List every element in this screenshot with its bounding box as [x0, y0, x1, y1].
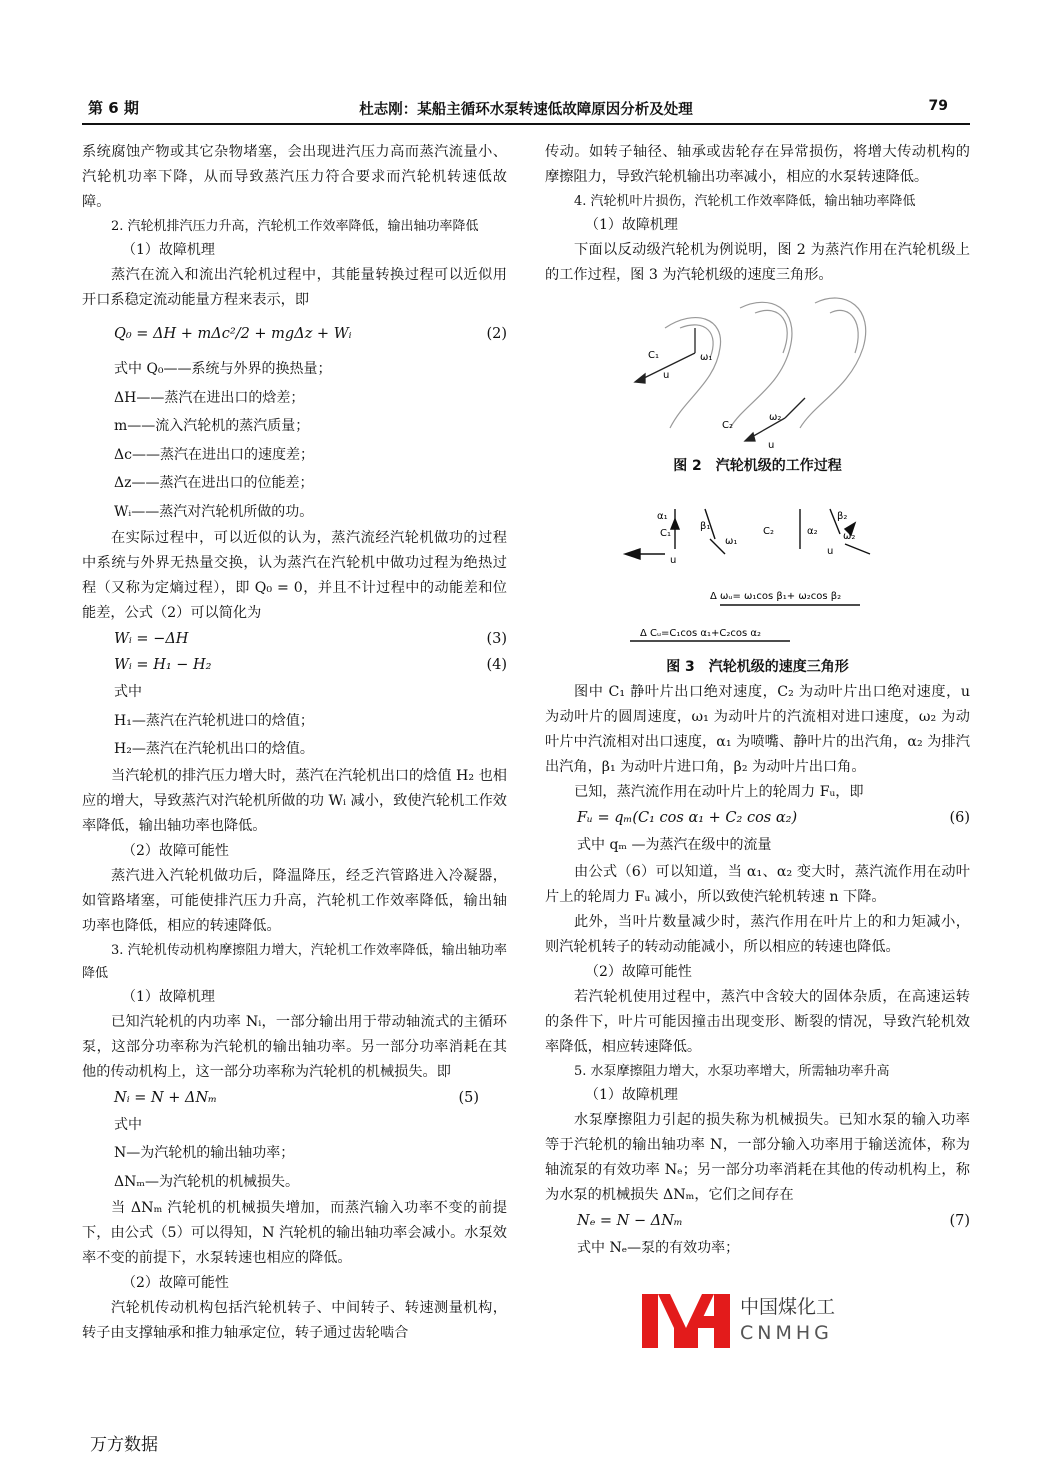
arrow-head [635, 374, 645, 383]
equation-number: (5) [458, 1089, 479, 1106]
blade-3-back [830, 310, 858, 353]
paragraph: 已知汽轮机的内功率 Nᵢ，一部分输出用于带动轴流式的主循环泵，这部分功率称为汽轮机的输出轴功率。另一部分功率消耗在其他的传动机构上，这一部分功率称为汽轮机的机械损失。即 [82, 1013, 507, 1080]
paragraph: 此外，当叶片数量减少时，蒸汽作用在叶片上的和力矩减小，则汽轮机转子的转动动能减小，所以相应的转速也降低。 [545, 913, 970, 955]
definition-item: 式中 Q₀——系统与外界的换热量； [114, 361, 332, 377]
velocity-triangle-diagram [545, 479, 970, 654]
definition-list [82, 355, 507, 526]
label-w1: ω₁ [725, 536, 738, 547]
paragraph: 由公式（6）可以知道，当 α₁、α₂ 变大时，蒸汽流作用在动叶片上的轮周力 Fᵤ 减小，所以致使汽轮机转速 n 下降。 [545, 863, 970, 905]
subsection-heading: （2）故障可能性 [122, 1275, 229, 1291]
watermark-text-en: CNMHG [740, 1322, 833, 1344]
paragraph: 已知，蒸汽流作用在动叶片上的轮周力 Fᵤ，即 [574, 784, 864, 800]
label-u1: u [670, 555, 677, 566]
label-c1: C₁ [660, 528, 671, 539]
running-header [82, 95, 970, 125]
blade-1 [665, 318, 721, 428]
equation-3 [82, 626, 507, 652]
section-heading-5: 5. 水泵摩擦阻力增大，水泵功率增大，所需轴功率升高 [574, 1063, 890, 1079]
subsection-heading: （1）故障机理 [122, 242, 215, 258]
label-c2: C₂ [722, 420, 733, 431]
label-beta1: β₁ [700, 521, 711, 532]
subsection-heading: （1）故障机理 [585, 1086, 678, 1103]
paragraph: 图中 C₁ 静叶片出口绝对速度，C₂ 为动叶片出口绝对速度，u 为动叶片的圆周速度，ω₁ 为动叶片的汽流相对进口速度，ω₂ 为动叶片中汽流相对出口速度，α₁ 为喷嘴、静叶片的出汽角，α₂ 为排汽出汽角，β₁ 为动叶片进口角，β₂ 为动叶片出口角。 [545, 684, 970, 775]
definition-item: m——流入汽轮机的蒸汽质量； [114, 418, 310, 434]
section-heading-4: 4. 汽轮机叶片损伤，汽轮机工作效率降低，输出轴功率降低 [574, 194, 916, 209]
definition-item: 式中 Nₑ—泵的有效功率； [577, 1239, 740, 1256]
footer-source: 万方数据 [90, 1435, 158, 1455]
page-number: 79 [928, 98, 948, 114]
definition-item: ΔNₘ—为汽轮机的机械损失。 [114, 1173, 299, 1190]
velocity-arrow-w2 [785, 398, 805, 418]
where-label: 式中 [114, 684, 142, 700]
blade-2-back [755, 310, 787, 353]
equation-6 [545, 805, 970, 831]
label-c1: C₁ [648, 350, 659, 361]
equation-body: Wᵢ = H₁ − H₂ [114, 657, 212, 673]
paragraph: 系统腐蚀产物或其它杂物堵塞，会出现进汽压力高而蒸汽流量小、汽轮机功率下降，从而导致蒸汽压力符合要求而汽轮机转速低故障。 [82, 144, 507, 210]
equation-7 [545, 1208, 970, 1234]
watermark-logo-icon [640, 1292, 735, 1350]
paragraph: 汽轮机传动机构包括汽轮机转子、中间转子、转速测量机构，转子由支撑轴承和推力轴承定位，转子通过齿轮啮合 [82, 1300, 507, 1341]
label-c2: C₂ [763, 526, 774, 537]
label-alpha1: α₁ [657, 511, 668, 522]
paragraph: 当汽轮机的排汽压力增大时，蒸汽在汽轮机出口的焓值 H₂ 也相应的增大，导致蒸汽对汽轮机所做的功 Wᵢ 减小，致使汽轮机工作效率降低，输出轴功率也降低。 [82, 767, 507, 834]
definition-item: ΔH——蒸汽在进出口的焓差； [114, 389, 305, 406]
definition-item: Wᵢ——蒸汽对汽轮机所做的功。 [114, 503, 314, 520]
definition-item: Δz——蒸汽在进出口的位能差； [114, 475, 314, 491]
paragraph: 蒸汽在流入和流出汽轮机过程中，其能量转换过程可以近似用开口系稳定流动能量方程来表示，即 [82, 267, 507, 308]
paragraph: 传动。如转子轴径、轴承或齿轮存在异常损伤，将增大传动机构的摩擦阻力，导致汽轮机输出功率减小，相应的水泵转速降低。 [545, 144, 970, 185]
where-label: 式中 [114, 1116, 142, 1133]
equation-body: Q₀ = ΔH + mΔc²/2 + mgΔz + Wᵢ [114, 326, 352, 342]
label-u2: u [827, 546, 834, 557]
running-title: 杜志刚：某船主循环水泵转速低故障原因分析及处理 [359, 102, 693, 118]
paragraph: 在实际过程中，可以近似的认为，蒸汽流经汽轮机做功的过程中系统与外界无热量交换，认为蒸汽在汽轮机中做功过程为绝热过程（又称为定熵过程），即 Q₀ = 0，并且不计过程中的动能差和位能差，公式（2）可以简化为 [82, 530, 507, 621]
turbine-stage-diagram [545, 288, 970, 453]
label-w1: ω₁ [700, 352, 713, 363]
blade-3 [800, 298, 866, 428]
paragraph: 水泵摩擦阻力引起的损失称为机械损失。已知水泵的输入功率等于汽轮机的输出轴功率 N，一部分输入功率用于输送流体，称为轴流泵的有效功率 Nₑ；另一部分功率消耗在其他的传动机构上，称为水泵的机械损失 ΔNₘ，它们之间存在 [545, 1111, 970, 1203]
label-w2: ω₂ [769, 412, 782, 423]
definition-item: H₁—蒸汽在汽轮机进口的焓值； [114, 712, 314, 729]
equation-number: (2) [486, 326, 507, 342]
equation-body: Nₑ = N − ΔNₘ [577, 1212, 683, 1229]
equation-number: (6) [949, 810, 970, 826]
label-alpha2: α₂ [807, 526, 818, 537]
subsection-heading: （1）故障机理 [585, 217, 678, 233]
watermark [640, 1292, 860, 1352]
definition-item: N—为汽轮机的输出轴功率； [114, 1145, 295, 1161]
equation-number: (3) [486, 631, 507, 647]
figure-3 [545, 479, 970, 654]
equation-number: (4) [486, 657, 507, 673]
arrow-head [745, 433, 755, 441]
definition-item: H₂—蒸汽在汽轮机出口的焓值。 [114, 741, 314, 757]
label-delta-w: Δ ωᵤ= ω₁cos β₁+ ω₂cos β₂ [710, 591, 842, 602]
label-w2: ω₂ [843, 531, 856, 542]
section-heading-3: 3. 汽轮机传动机构摩擦阻力增大，汽轮机工作效率降低，输出轴功率降低 [82, 942, 507, 981]
subsection-heading: （2）故障可能性 [585, 963, 692, 980]
definition-item: Δc——蒸汽在进出口的速度差； [114, 446, 314, 463]
label-u1: u [663, 370, 670, 381]
subsection-heading: （1）故障机理 [122, 988, 215, 1005]
velocity-line-w2 [845, 544, 870, 554]
equation-number: (7) [949, 1212, 970, 1229]
velocity-line-w1 [710, 539, 725, 554]
watermark-text-cn: 中国煤化工 [740, 1296, 836, 1318]
right-column [545, 140, 970, 1262]
equation-2 [82, 313, 507, 355]
figure-2 [545, 288, 970, 453]
figure-caption: 图 2 汽轮机级的工作过程 [673, 458, 842, 474]
paragraph: 蒸汽进入汽轮机做功后，降温降压，经乏汽管路进入冷凝器，如管路堵塞，可能使排汽压力升高，汽轮机工作效率降低，输出轴功率也降低，相应的转速降低。 [82, 867, 507, 934]
arrow-head [625, 549, 640, 559]
label-u2: u [768, 440, 775, 451]
where-label: 式中 qₘ —为蒸汽在级中的流量 [577, 837, 772, 853]
equation-5 [82, 1085, 507, 1111]
paragraph: 当 ΔNₘ 汽轮机的机械损失增加，而蒸汽输入功率不变的前提下，由公式（5）可以得知，N 汽轮机的输出轴功率会减小。水泵效率不变的前提下，水泵转速也相应的降低。 [82, 1200, 507, 1266]
equation-body: Wᵢ = −ΔH [114, 631, 189, 647]
subsection-heading: （2）故障可能性 [122, 842, 229, 859]
label-delta-c: Δ Cᵤ=C₁cos α₁+C₂cos α₂ [640, 628, 762, 639]
issue-number: 第 6 期 [88, 99, 139, 117]
paragraph: 若汽轮机使用过程中，蒸汽中含较大的固体杂质，在高速运转的条件下，叶片可能因撞击出现变形、断裂的情况，导致汽轮机效率降低，相应转速降低。 [545, 988, 970, 1055]
paragraph: 下面以反动级汽轮机为例说明，图 2 为蒸汽作用在汽轮机级上的工作过程，图 3 为汽轮机级的速度三角形。 [545, 242, 970, 283]
equation-body: Nᵢ = N + ΔNₘ [114, 1089, 218, 1106]
section-heading-2: 2. 汽轮机排汽压力升高，汽轮机工作效率降低，输出轴功率降低 [111, 219, 479, 234]
equation-body: Fᵤ = qₘ(C₁ cos α₁ + C₂ cos α₂) [577, 810, 798, 826]
blade-2 [730, 302, 792, 428]
left-column [82, 140, 507, 1346]
arrow-head [671, 519, 679, 529]
figure-caption: 图 3 汽轮机级的速度三角形 [666, 659, 849, 675]
label-beta2: β₂ [837, 511, 848, 522]
equation-4 [82, 652, 507, 678]
